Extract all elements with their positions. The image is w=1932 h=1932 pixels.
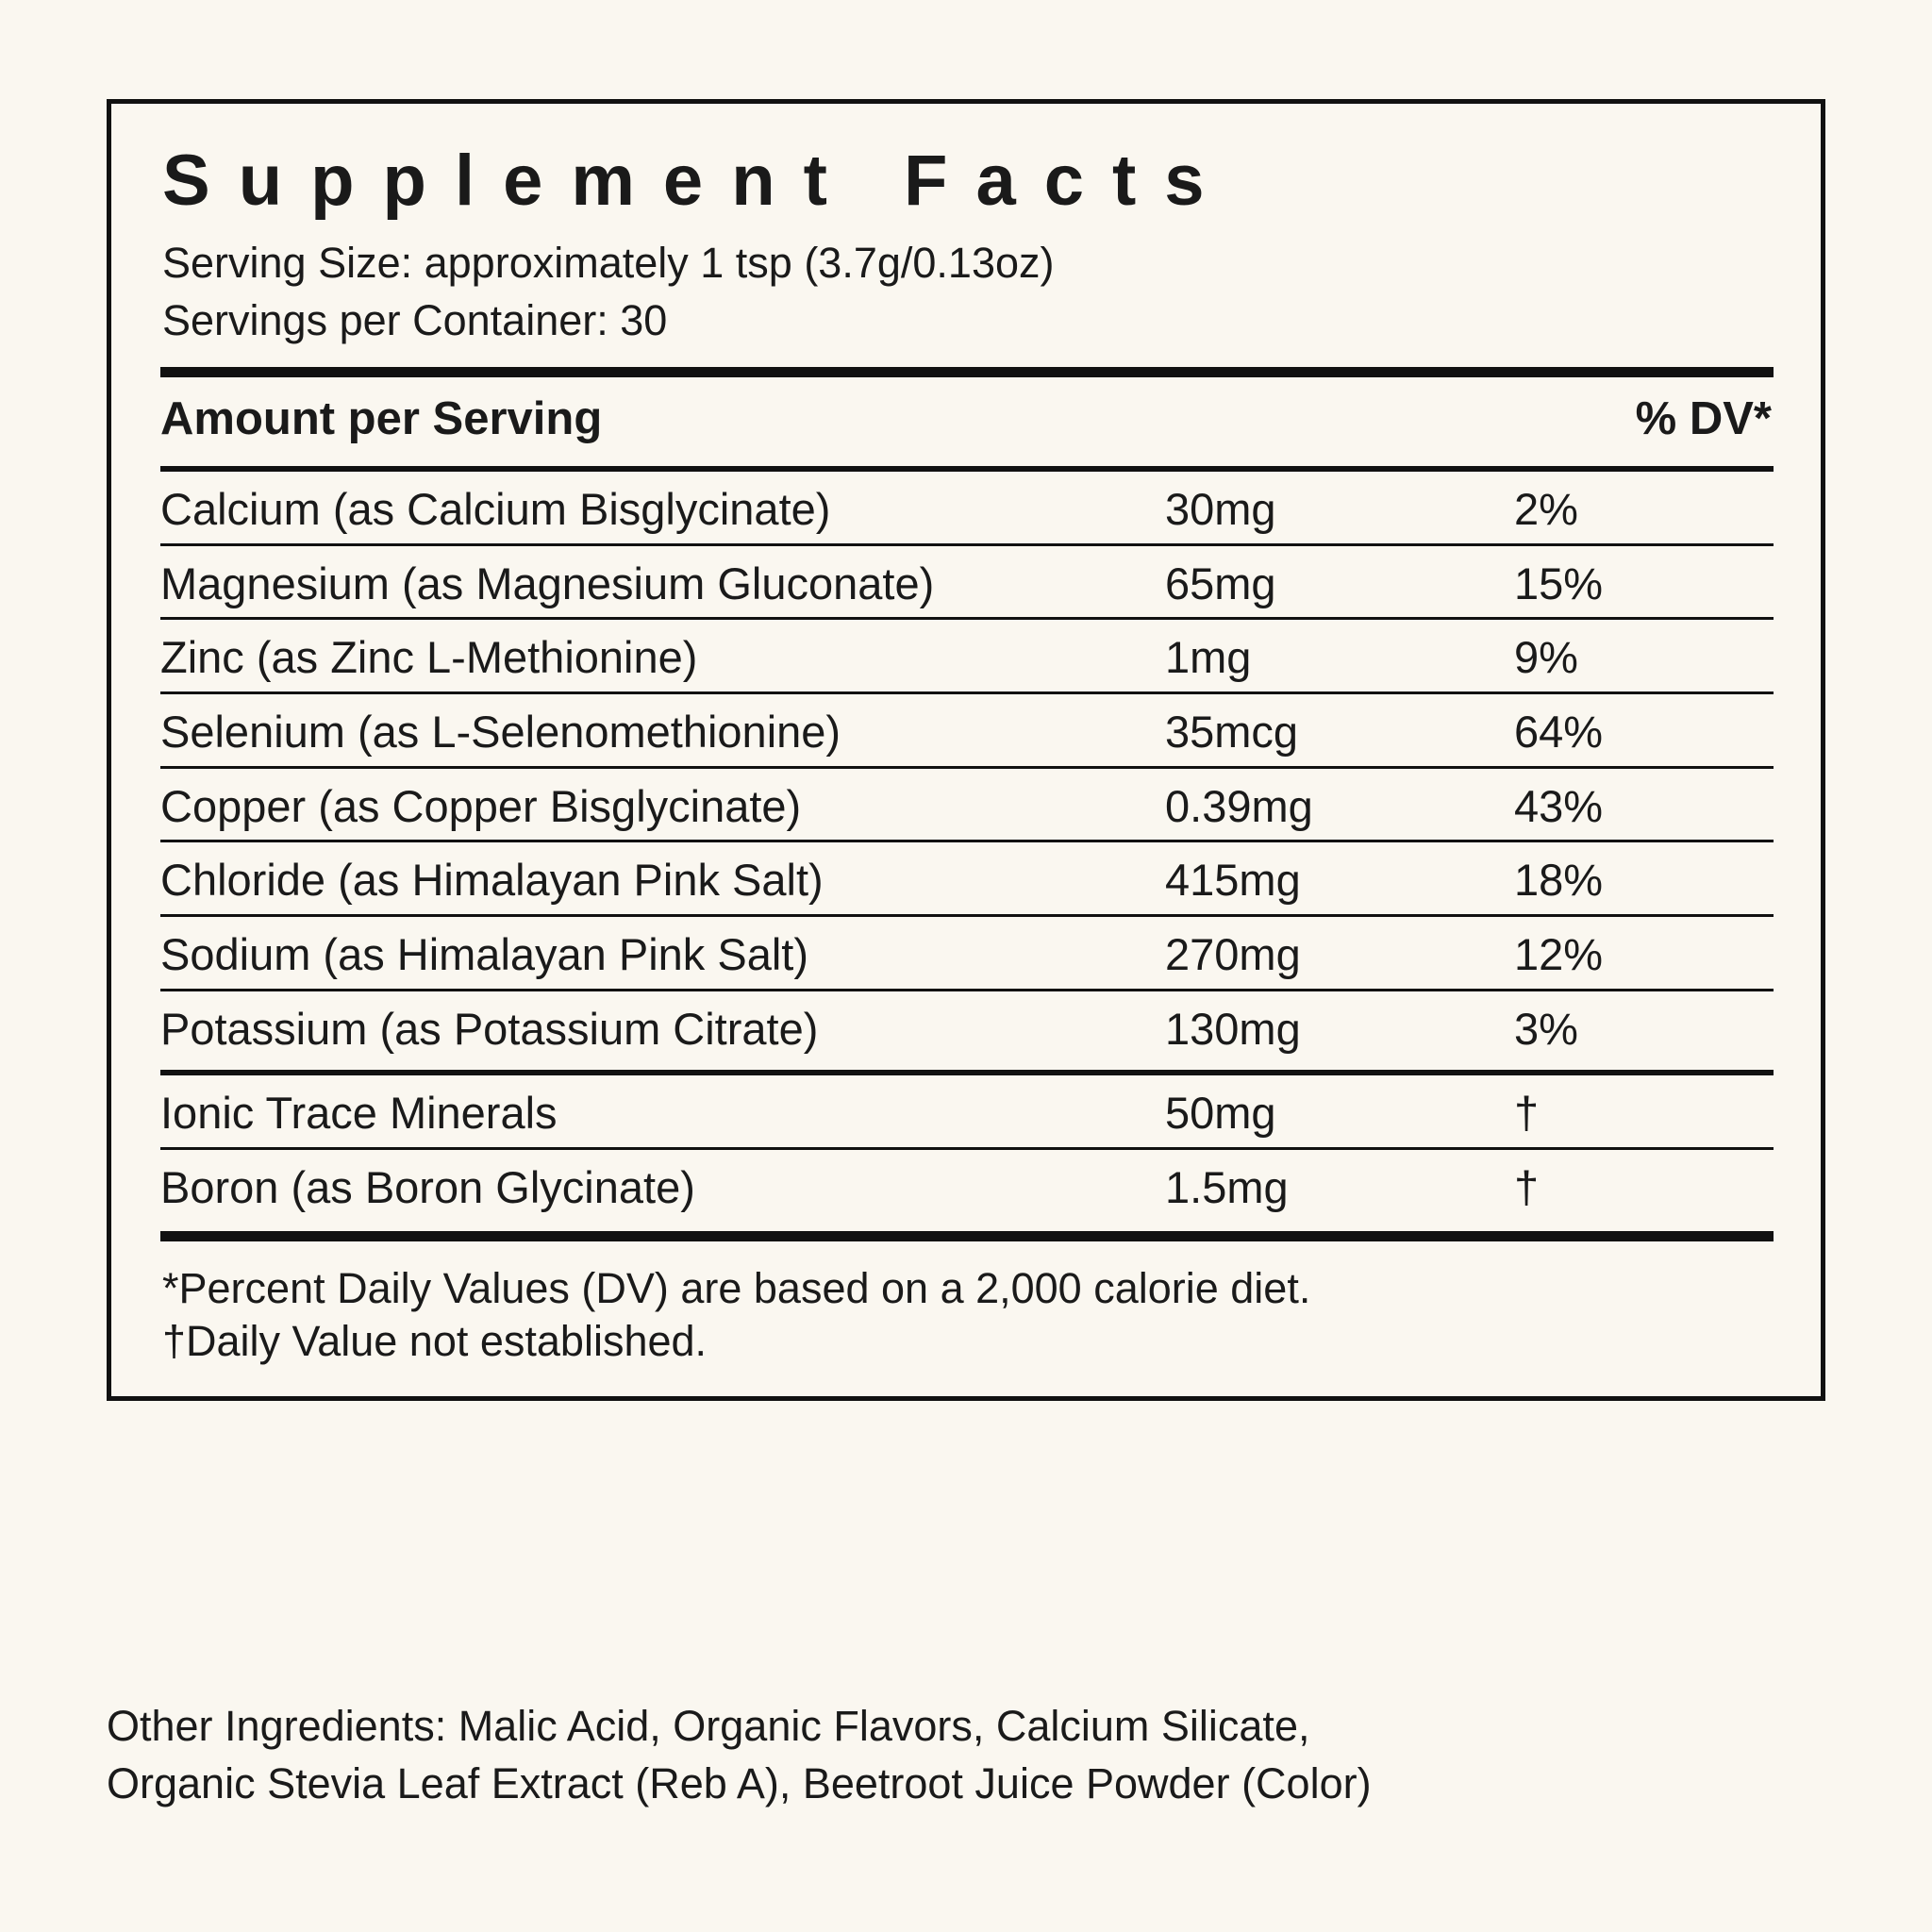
- nutrient-name: Copper (as Copper Bisglycinate): [160, 780, 802, 831]
- nutrient-name: Zinc (as Zinc L-Methionine): [160, 632, 698, 683]
- footnote-daily-values: *Percent Daily Values (DV) are based on a 2,000 calorie diet.: [162, 1263, 1311, 1312]
- other-ingredients-line-2: Organic Stevia Leaf Extract (Reb A), Beetroot Juice Powder (Color): [107, 1758, 1372, 1807]
- nutrient-name: Potassium (as Potassium Citrate): [160, 1003, 819, 1054]
- table-row: [160, 546, 1774, 618]
- amount-per-serving-label: Amount per Serving: [160, 392, 603, 444]
- nutrient-name: Chloride (as Himalayan Pink Salt): [160, 855, 824, 906]
- nutrient-amount: 35mcg: [1165, 706, 1299, 757]
- nutrient-dv: 43%: [1514, 780, 1604, 831]
- divider-thick-top: [160, 367, 1774, 377]
- serving-size-text: Serving Size: approximately 1 tsp (3.7g/0.13oz): [162, 239, 1055, 288]
- nutrient-amount: 130mg: [1165, 1003, 1301, 1054]
- nutrient-amount: 50mg: [1165, 1088, 1276, 1139]
- nutrient-name: Ionic Trace Minerals: [160, 1088, 558, 1139]
- nutrient-name: Calcium (as Calcium Bisglycinate): [160, 483, 831, 534]
- table-row: [160, 472, 1774, 543]
- percent-dv-label: % DV*: [1635, 392, 1772, 444]
- nutrient-dv: 12%: [1514, 929, 1604, 980]
- nutrient-amount: 65mg: [1165, 558, 1276, 608]
- nutrient-dv: †: [1514, 1088, 1540, 1139]
- nutrient-amount: 1mg: [1165, 632, 1252, 683]
- table-row: [160, 1150, 1774, 1222]
- other-ingredients-line-1: Other Ingredients: Malic Acid, Organic Flavors, Calcium Silicate,: [107, 1702, 1310, 1750]
- nutrient-amount: 1.5mg: [1165, 1162, 1289, 1213]
- nutrient-name: Sodium (as Himalayan Pink Salt): [160, 929, 808, 980]
- table-header-row: [160, 377, 1774, 458]
- nutrient-dv: 18%: [1514, 855, 1604, 906]
- nutrient-amount: 0.39mg: [1165, 780, 1313, 831]
- table-row: [160, 917, 1774, 989]
- table-row: [160, 694, 1774, 766]
- table-row: [160, 991, 1774, 1063]
- nutrient-dv: 64%: [1514, 706, 1604, 757]
- nutrient-name: Magnesium (as Magnesium Gluconate): [160, 558, 935, 608]
- nutrient-dv: 2%: [1514, 483, 1578, 534]
- table-row: [160, 769, 1774, 841]
- divider-thick-bottom: [160, 1231, 1774, 1241]
- other-ingredients-block: [107, 1698, 1842, 1813]
- nutrient-amount: 30mg: [1165, 483, 1276, 534]
- nutrient-amount: 270mg: [1165, 929, 1301, 980]
- nutrient-amount: 415mg: [1165, 855, 1301, 906]
- nutrient-dv: 15%: [1514, 558, 1604, 608]
- table-row: [160, 842, 1774, 914]
- nutrient-name: Boron (as Boron Glycinate): [160, 1162, 695, 1213]
- table-row: [160, 1075, 1774, 1147]
- footnote-dagger: †Daily Value not established.: [162, 1317, 708, 1366]
- page-title: Supplement Facts: [162, 141, 1233, 221]
- supplement-facts-panel: [107, 99, 1825, 1401]
- nutrient-dv: 3%: [1514, 1003, 1578, 1054]
- servings-per-container-text: Servings per Container: 30: [162, 296, 668, 345]
- nutrient-name: Selenium (as L-Selenomethionine): [160, 706, 841, 757]
- nutrient-dv: †: [1514, 1162, 1540, 1213]
- nutrient-dv: 9%: [1514, 632, 1578, 683]
- table-row: [160, 620, 1774, 691]
